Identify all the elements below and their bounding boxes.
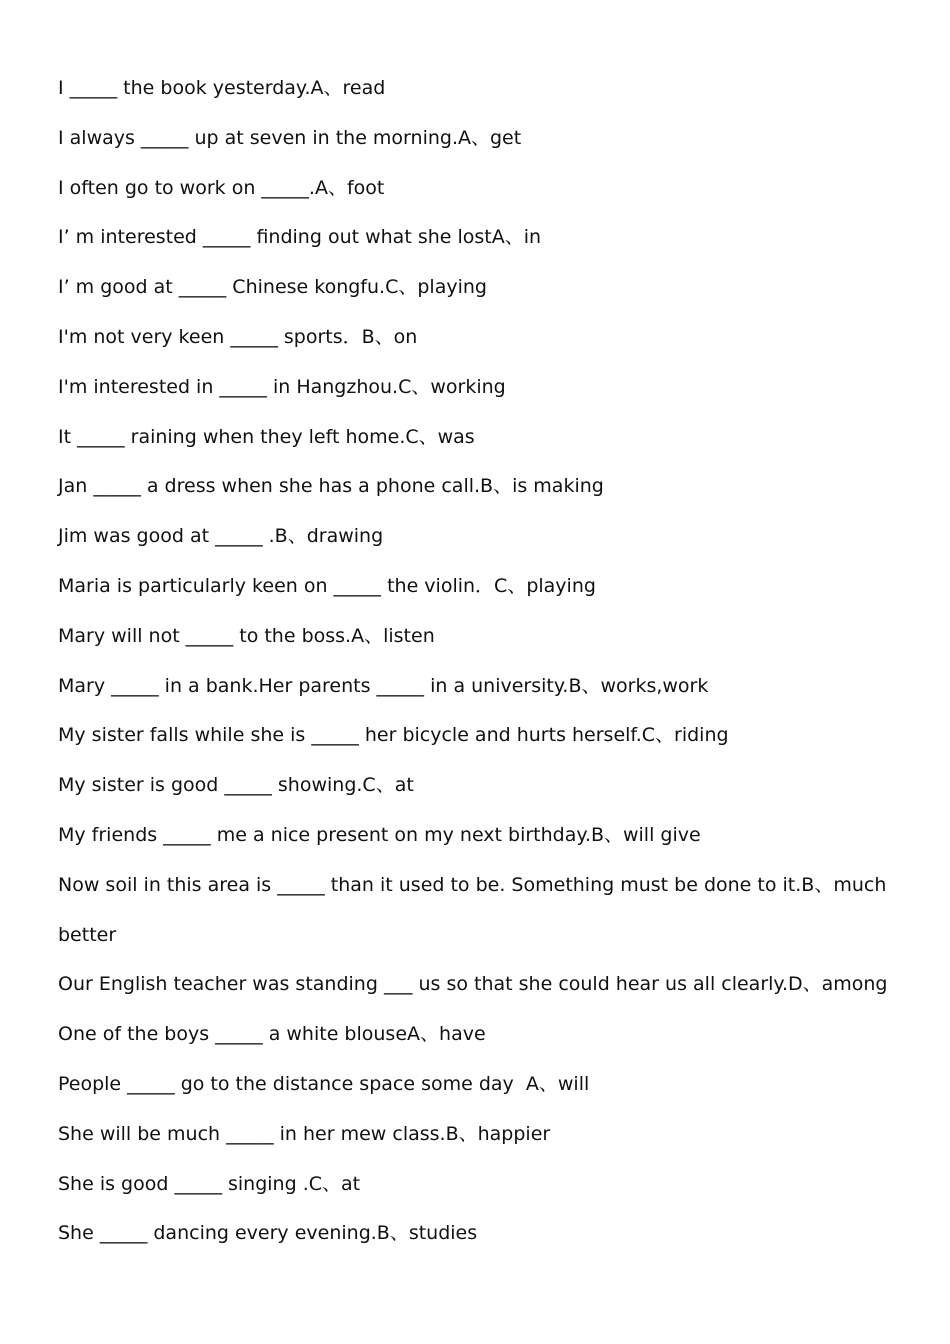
text-line: She _____ dancing every evening.B、studies [58, 1222, 478, 1245]
text-line: My sister falls while she is _____ her bicycle and hurts herself.C、riding [58, 724, 729, 747]
text-line: Maria is particularly keen on _____ the violin．C、playing [58, 574, 596, 597]
text-line: My sister is good _____ showing.C、at [58, 774, 414, 797]
text-line: I’ m good at _____ Chinese kongfu.C、playing [58, 276, 487, 299]
text-line: I'm not very keen _____ sports．B、on [58, 325, 418, 348]
text-line: Now soil in this area is _____ than it used to be. Something must be done to it.B、much [58, 873, 887, 896]
text-line: My friends _____ me a nice present on my next birthday.B、will give [58, 823, 701, 846]
text-line: Jan _____ a dress when she has a phone call.B、is making [58, 475, 604, 498]
text-line: I'm interested in _____ in Hangzhou.C、working [58, 375, 506, 398]
text-line: I’ m interested _____ finding out what she lostA、in [58, 226, 542, 249]
text-line: Jim was good at _____ .B、drawing [58, 525, 384, 548]
text-line: I always _____ up at seven in the morning.A、get [58, 126, 522, 149]
text-line: She will be much _____ in her mew class.B、happier [58, 1122, 551, 1145]
text-line: Our English teacher was standing ___ us so that she could hear us all clearly.D、among [58, 973, 888, 996]
text-line: better [58, 923, 117, 946]
text-line: I _____ the book yesterday.A、read [58, 77, 386, 99]
text-line: Mary _____ in a bank.Her parents _____ in a university.B、works,work [58, 674, 709, 697]
text-line: I often go to work on _____.A、foot [58, 176, 385, 199]
text-line: People _____ go to the distance space some day A、will [58, 1072, 590, 1095]
text-line: She is good _____ singing .C、at [58, 1172, 361, 1195]
question-list [58, 71, 888, 1266]
text-line: Mary will not _____ to the boss.A、listen [58, 624, 435, 647]
text-line: One of the boys _____ a white blouseA、have [58, 1023, 486, 1046]
text-line: It _____ raining when they left home.C、was [58, 425, 475, 448]
